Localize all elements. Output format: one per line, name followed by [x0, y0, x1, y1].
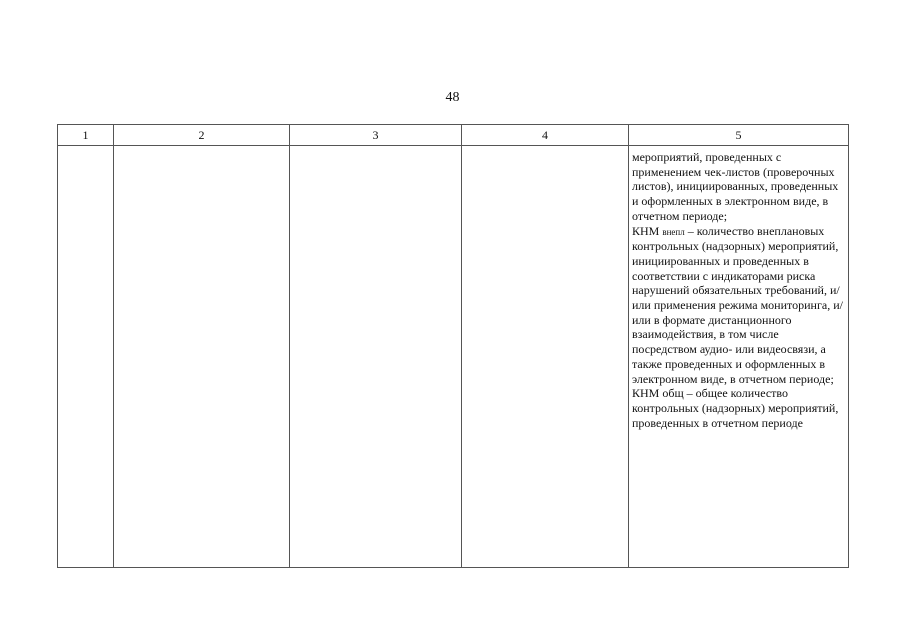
table-cell-col5 [629, 146, 849, 568]
paragraph-checklist-events: мероприятий, проведенных с применением чек-листов (проверочных листов), инициированных, проведенных и оформленных в электронном виде, в отчетном периоде; [632, 150, 839, 223]
term-knm: КНМ [632, 223, 660, 238]
column-header-1: 1 [58, 125, 114, 146]
table-cell-col1 [58, 146, 114, 568]
term-subscript-vnepl: внепл [662, 226, 685, 237]
paragraph-total-events: КНМ общ – общее количество контрольных (надзорных) мероприятий, проведенных в отчетном периоде [632, 386, 839, 430]
column-header-5: 5 [629, 125, 849, 146]
page-number: 48 [445, 90, 460, 105]
definition-unplanned: – количество внеплановых контрольных (надзорных) мероприятий, инициированных и проведенных в соответствии с индикаторами риска нарушений обязательных требований, и/или применения режима мониторинга, и/или в формате дистанционного взаимодействия, в том числе посредством аудио- или видеосвязи, а также проведенных и оформленных в электронном виде, в отчетном периоде; [632, 223, 843, 386]
column-header-4: 4 [462, 125, 629, 146]
table-cell-col3 [290, 146, 462, 568]
cell-text-col5 [629, 146, 848, 430]
table-header-row [58, 125, 849, 146]
table-row [58, 146, 849, 568]
column-header-3: 3 [290, 125, 462, 146]
table-cell-col4 [462, 146, 629, 568]
content-table [57, 124, 849, 568]
paragraph-unplanned-events [632, 224, 845, 387]
table-cell-col2 [114, 146, 290, 568]
column-header-2: 2 [114, 125, 290, 146]
